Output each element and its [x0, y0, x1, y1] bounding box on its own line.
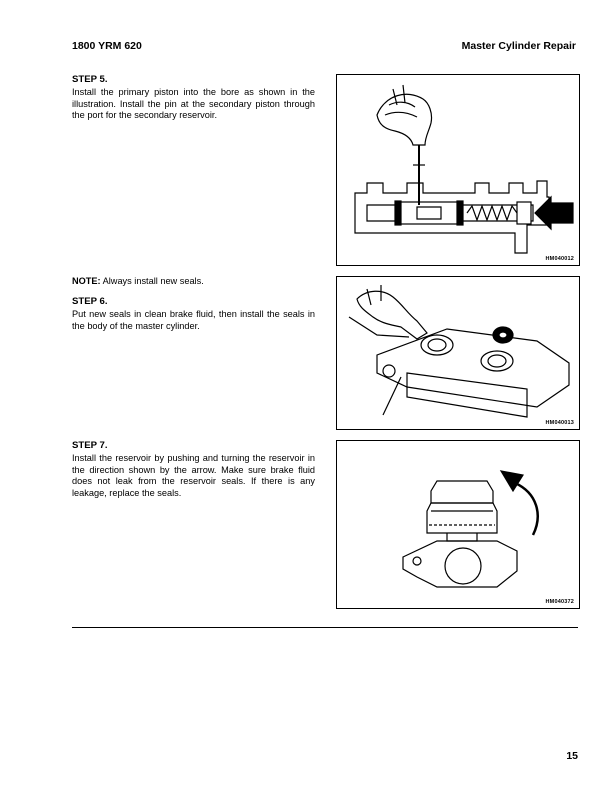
- header-section-title: Master Cylinder Repair: [461, 40, 576, 52]
- primary-piston-illustration: [337, 75, 579, 265]
- install-reservoir-illustration: [337, 441, 579, 608]
- step-5-block: [72, 74, 315, 122]
- figure-install-reservoir: [336, 440, 580, 609]
- note-label: NOTE:: [72, 276, 101, 286]
- figure-id-label: HM040372: [545, 599, 574, 605]
- step-7-title: STEP 7.: [72, 440, 108, 451]
- header-doc-code: 1800 YRM 620: [72, 40, 142, 52]
- step-6-block: [72, 296, 315, 332]
- install-seals-illustration: [337, 277, 579, 429]
- note-line: [72, 276, 204, 286]
- step-6-text: Put new seals in clean brake fluid, then install the seals in the body of the master cylinder.: [72, 308, 315, 331]
- page-number: 15: [566, 750, 578, 762]
- figure-id-label: HM040012: [545, 256, 574, 262]
- note-text: Always install new seals.: [102, 276, 204, 286]
- figure-id-label: HM040013: [545, 420, 574, 426]
- step-6-title: STEP 6.: [72, 296, 108, 307]
- section-divider: [72, 627, 578, 628]
- figure-install-seals: [336, 276, 580, 430]
- figure-primary-piston: [336, 74, 580, 266]
- step-7-block: [72, 440, 315, 500]
- step-7-text: Install the reservoir by pushing and turning the reservoir in the direction shown by the arrow. Make sure brake fluid does not leak from the reservoir seals. If there is any leakage, replace the seals.: [72, 452, 315, 499]
- step-5-title: STEP 5.: [72, 74, 108, 85]
- step-5-text: Install the primary piston into the bore as shown in the illustration. Install the pin at the secondary piston through the port for the secondary reservoir.: [72, 86, 315, 121]
